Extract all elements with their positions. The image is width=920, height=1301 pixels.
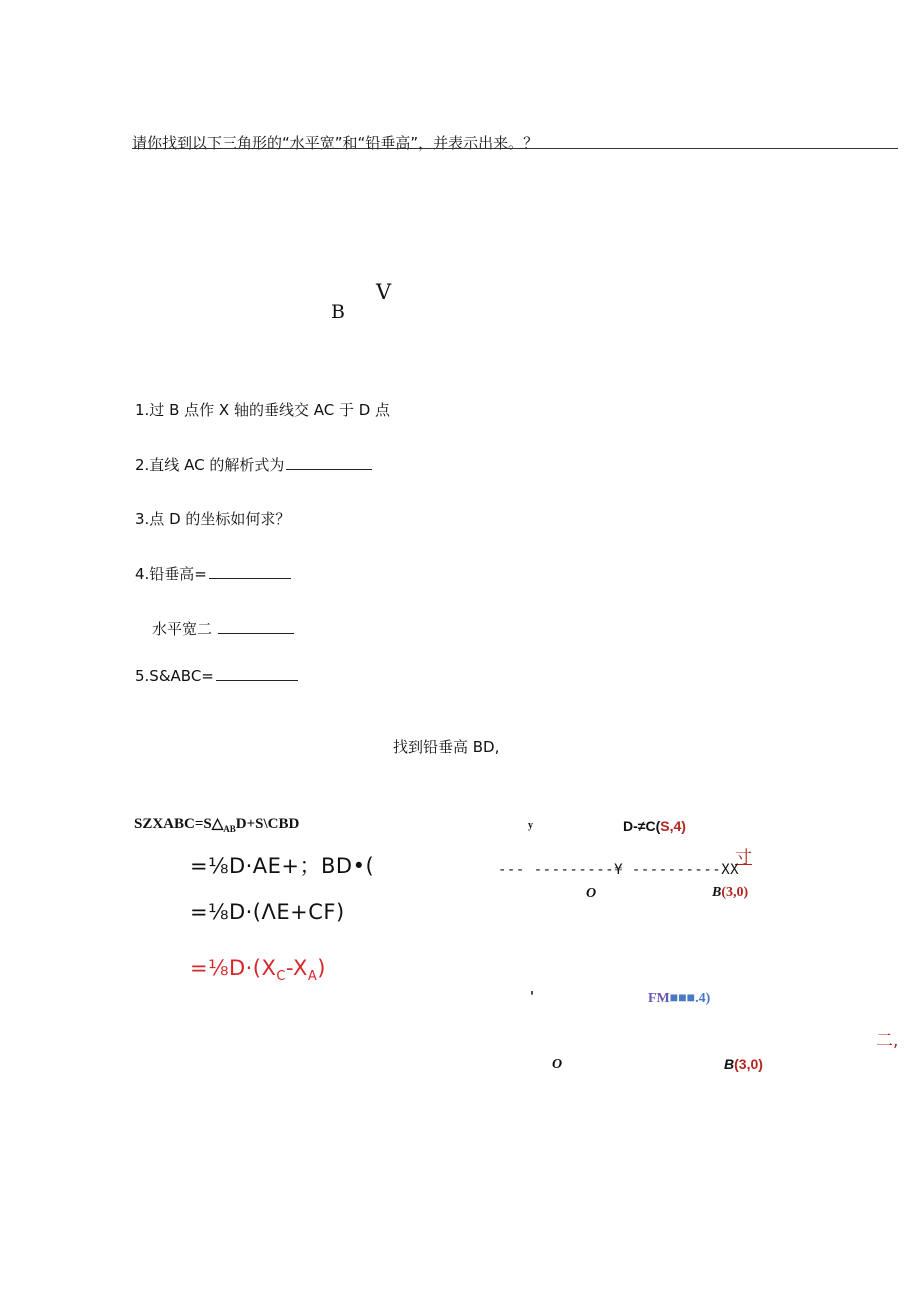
- formula-line-1: =⅛D·AE+；BD•(: [190, 854, 375, 878]
- graph1-b-coords: (3,0): [721, 885, 749, 900]
- graph2-apostrophe: ': [530, 990, 534, 1005]
- graph1-y-label: y: [528, 820, 533, 831]
- graph1-origin-label: O: [586, 886, 597, 901]
- question-4b-text: 水平宽二: [152, 620, 213, 638]
- graph1-dc-label-a: D-≠C(: [623, 818, 661, 834]
- graph1-dc-label-b: S,4): [660, 818, 686, 834]
- graph2-origin-label: O: [552, 1057, 563, 1072]
- figure-label-v: V: [376, 280, 392, 304]
- answer-blank-4b[interactable]: [218, 619, 294, 634]
- graph2-fm-label-b: ■■■.4): [669, 991, 711, 1006]
- graph1-b-letter: B: [712, 885, 722, 900]
- formula-line-2: =⅛D·(ΛE+CF): [190, 900, 345, 924]
- graph2-fm-label-a: FM: [648, 991, 670, 1006]
- graph1-x-axis: --- ---------¥ ----------XX: [498, 862, 740, 878]
- area-formula-head-a: SZXABC=S△: [134, 816, 224, 832]
- area-formula-head-b: D+S\CBD: [235, 816, 300, 832]
- question-1: [135, 399, 390, 420]
- question-3: [135, 508, 290, 529]
- formula-line-3: [190, 956, 326, 984]
- question-2: [135, 454, 372, 475]
- graph1-b-label: [712, 885, 748, 901]
- title-underline: [132, 148, 898, 149]
- answer-blank-2[interactable]: [286, 455, 372, 470]
- question-4-text: 4.铅垂高=: [135, 565, 207, 583]
- area-formula-head-sub: AB: [223, 824, 236, 834]
- figure-label-b: B: [331, 301, 345, 323]
- graph2-b-coords: (3,0): [734, 1056, 763, 1072]
- worksheet-title: 请你找到以下三角形的“水平宽”和“铅垂高”，并表示出来。？: [132, 134, 539, 152]
- question-5-text: 5.S&ABC=: [135, 667, 214, 685]
- graph1-tick-label: 寸: [735, 848, 752, 868]
- formula-line-3-sub-a: A: [307, 969, 318, 985]
- question-4b: [152, 618, 294, 639]
- formula-line-3-prefix: =⅛D·(X: [190, 956, 277, 980]
- graph2-fm-label: [648, 991, 710, 1007]
- graph2-b-letter: B: [724, 1056, 735, 1072]
- question-5: [135, 666, 298, 685]
- graph1-dc-label: [623, 818, 686, 834]
- formula-line-3-mid: -X: [285, 956, 308, 980]
- answer-blank-4[interactable]: [209, 564, 291, 579]
- question-4: [135, 563, 291, 584]
- formula-line-3-sub-c: C: [276, 969, 286, 985]
- hint-note: 找到铅垂高 BD,: [393, 738, 500, 756]
- formula-line-3-end: ): [317, 956, 326, 980]
- question-2-text: 2.直线 AC 的解析式为: [135, 456, 285, 474]
- area-formula-head: [134, 814, 299, 834]
- graph2-dash-label: 二,: [876, 1031, 899, 1051]
- question-1-text: 1.过 B 点作 X 轴的垂线交 AC 于 D 点: [135, 401, 391, 419]
- graph2-b-label: [724, 1056, 763, 1072]
- answer-blank-5[interactable]: [216, 666, 298, 681]
- question-3-text: 3.点 D 的坐标如何求？: [135, 510, 291, 528]
